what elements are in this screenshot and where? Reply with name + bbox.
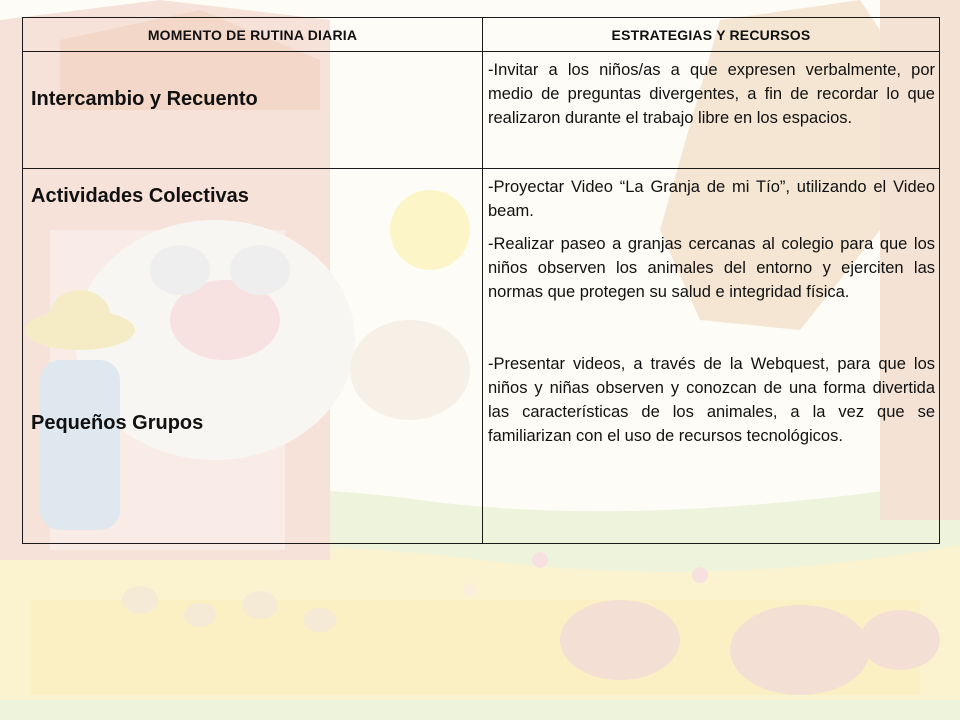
header-moment: MOMENTO DE RUTINA DIARIA: [23, 18, 483, 52]
moment-label: Pequeños Grupos: [31, 412, 204, 434]
moment-label: Intercambio y Recuento: [31, 88, 258, 110]
routine-strategies-table: [22, 17, 940, 544]
table-row: [23, 52, 940, 169]
strategy-text: -Invitar a los niños/as a que expresen verbalmente, por medio de preguntas divergentes, a fin de recordar lo que realizaron durante el trabajo libre en los espacios.: [488, 61, 935, 127]
moment-label: Actividades Colectivas: [31, 185, 249, 207]
strategy-cell: [483, 52, 940, 169]
strategy-cell: [483, 169, 940, 544]
table-header-row: [23, 18, 940, 52]
header-strategies: ESTRATEGIAS Y RECURSOS: [483, 18, 940, 52]
strategy-text: -Presentar videos, a través de la Webquest, para que los niños y niñas observen y conozcan de una forma divertida las características de los animales, a la vez que se familiarizan con el uso de recursos tecnológicos.: [488, 355, 935, 445]
table-row: [23, 169, 940, 544]
moment-cell: [23, 169, 483, 544]
strategy-text: -Realizar paseo a granjas cercanas al colegio para que los niños observen los animales del entorno y ejerciten las normas que protegen su salud e integridad física.: [488, 235, 935, 301]
strategy-text: -Proyectar Video “La Granja de mi Tío”, utilizando el Video beam.: [488, 178, 935, 220]
moment-cell: [23, 52, 483, 169]
